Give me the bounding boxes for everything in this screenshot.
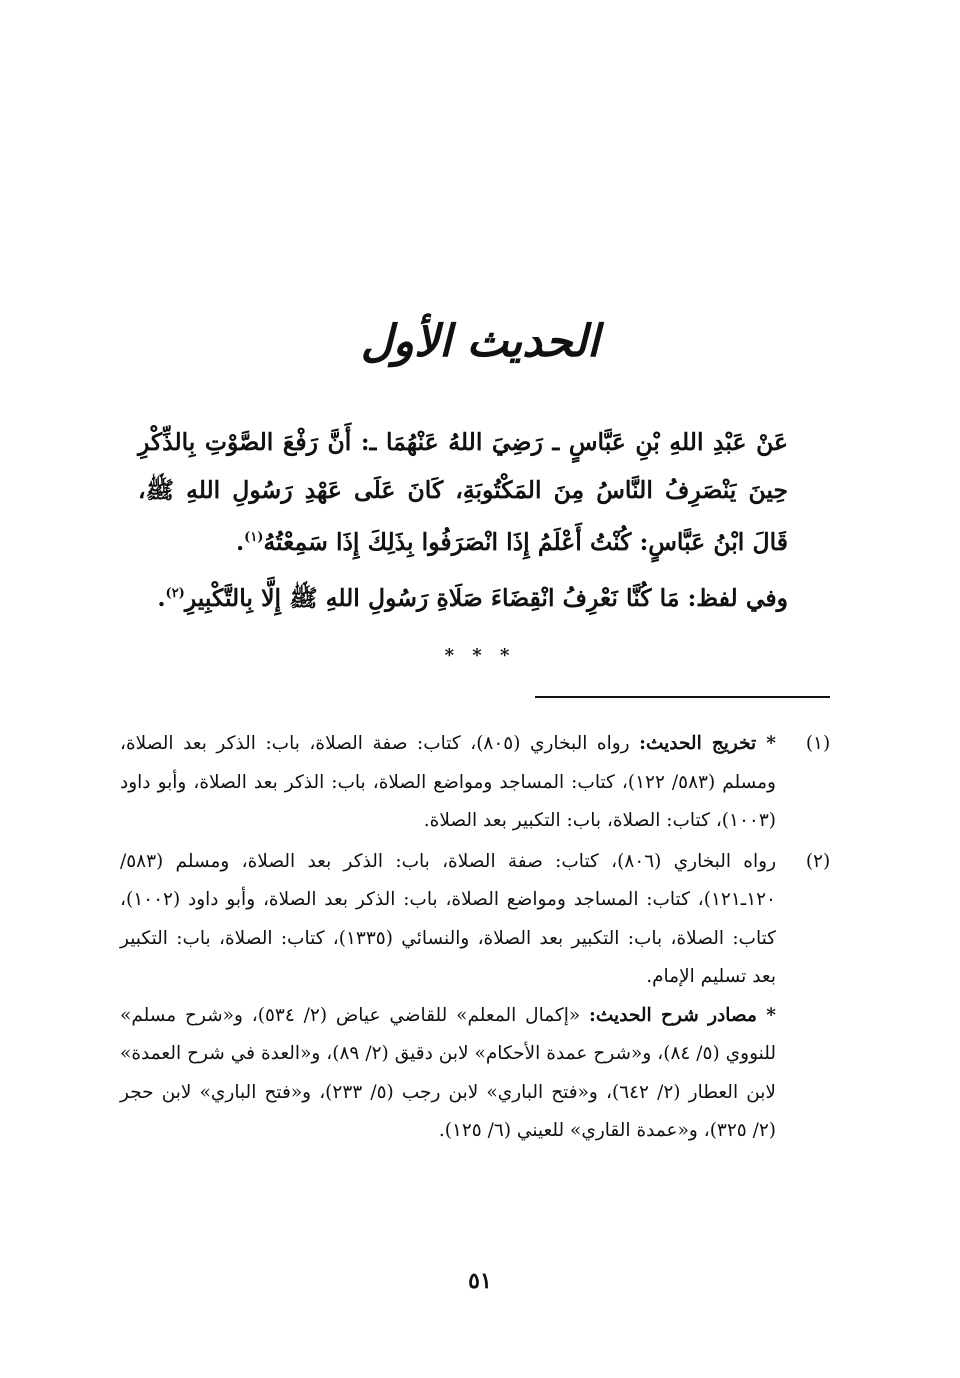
sources-label: * مصادر شرح الحديث: [589, 1004, 776, 1026]
hadith-line-3: كُنْتُ أَعْلَمُ إِذَا انْصَرَفُوا بِذَلِكَ إِذَا سَمِعْتُهُ [263, 527, 632, 556]
footnote-text: رواه البخاري (٨٠٥)، كتاب: صفة الصلاة، باب: الذكر بعد الصلاة، ومسلم (٥٨٣/ ١٢٢)، كتاب: المساجد ومواضع الصلاة، باب: الذكر بعد الصلاة، وأبو داود (١٠٠٣)، كتاب: الصلاة، باب: التكبير بعد الصلاة. [120, 733, 776, 831]
hadith-paragraph [138, 418, 788, 566]
footnote-rule [535, 696, 830, 698]
variant-label: وفي لفظ: [687, 583, 788, 612]
footnote-ref-2[interactable]: (٢) [165, 585, 185, 601]
hadith-text [138, 418, 788, 622]
variant-text: مَا كُنَّا نَعْرِفُ انْقِضَاءَ صَلَاةِ رَسُولِ اللهِ ﷺ إِلَّا بِالتَّكْبِيرِ [184, 583, 680, 612]
variant-end: . [157, 583, 166, 612]
footnote-sources [120, 997, 776, 1151]
footnote-number: (١) [805, 733, 831, 754]
footnote-body [120, 725, 776, 841]
hadith-variant [138, 570, 788, 622]
footnote-number: (٢) [805, 850, 831, 872]
footnote-label: * تخريج الحديث: [639, 733, 776, 754]
footnote-text: رواه البخاري (٨٠٦)، كتاب: صفة الصلاة، باب: الذكر بعد الصلاة، ومسلم (٥٨٣/ ١٢٠ـ١٢١)، كتاب: المساجد ومواضع الصلاة، باب: الذكر بعد الصلاة، وأبو داود (١٠٠٢)، كتاب: الصلاة، باب: التكبير بعد الصلاة، والنسائي (١٣٣٥)، كتاب: الصلاة، باب: التكبير بعد تسليم الإمام. [120, 850, 777, 987]
chapter-title: الحديث الأول [360, 316, 600, 367]
hadith-line-3-end: . [235, 527, 245, 556]
hadith-line-2: يَنْصَرِفُ النَّاسُ مِنَ المَكْتُوبَةِ، كَانَ عَلَى عَهْدِ رَسُولِ اللهِ ﷺ، قَالَ ابْنُ عَبَّاسٍ: [138, 476, 788, 556]
footnote-1 [120, 725, 840, 841]
footnote-body [120, 843, 776, 1151]
hadith-line-1: عَنْ عَبْدِ اللهِ بْنِ عَبَّاسٍ ـ رَضِيَ اللهُ عَنْهُمَا ـ: أَنَّ رَفْعَ الصَّوْتِ بِالذِّكْرِ حِينَ [138, 428, 788, 504]
footnote-2 [120, 843, 840, 1151]
page-number: ٥١ [468, 1268, 492, 1294]
footnotes [120, 725, 840, 1153]
section-divider-stars: * * * [444, 645, 516, 666]
footnote-ref-1[interactable]: (١) [244, 530, 264, 545]
sources-text: «إكمال المعلم» للقاضي عياض (٢/ ٥٣٤)، و«شرح مسلم» للنووي (٥/ ٨٤)، و«شرح عمدة الأحكام» لابن دقيق (٢/ ٨٩)، و«العدة في شرح العمدة» لابن العطار (٢/ ٦٤٢)، و«فتح الباري» لابن رجب (٥/ ٢٣٣)، و«فتح الباري» لابن حجر (٢/ ٣٢٥)، و«عمدة القاري» للعيني (٦/ ١٢٥). [120, 1004, 776, 1141]
